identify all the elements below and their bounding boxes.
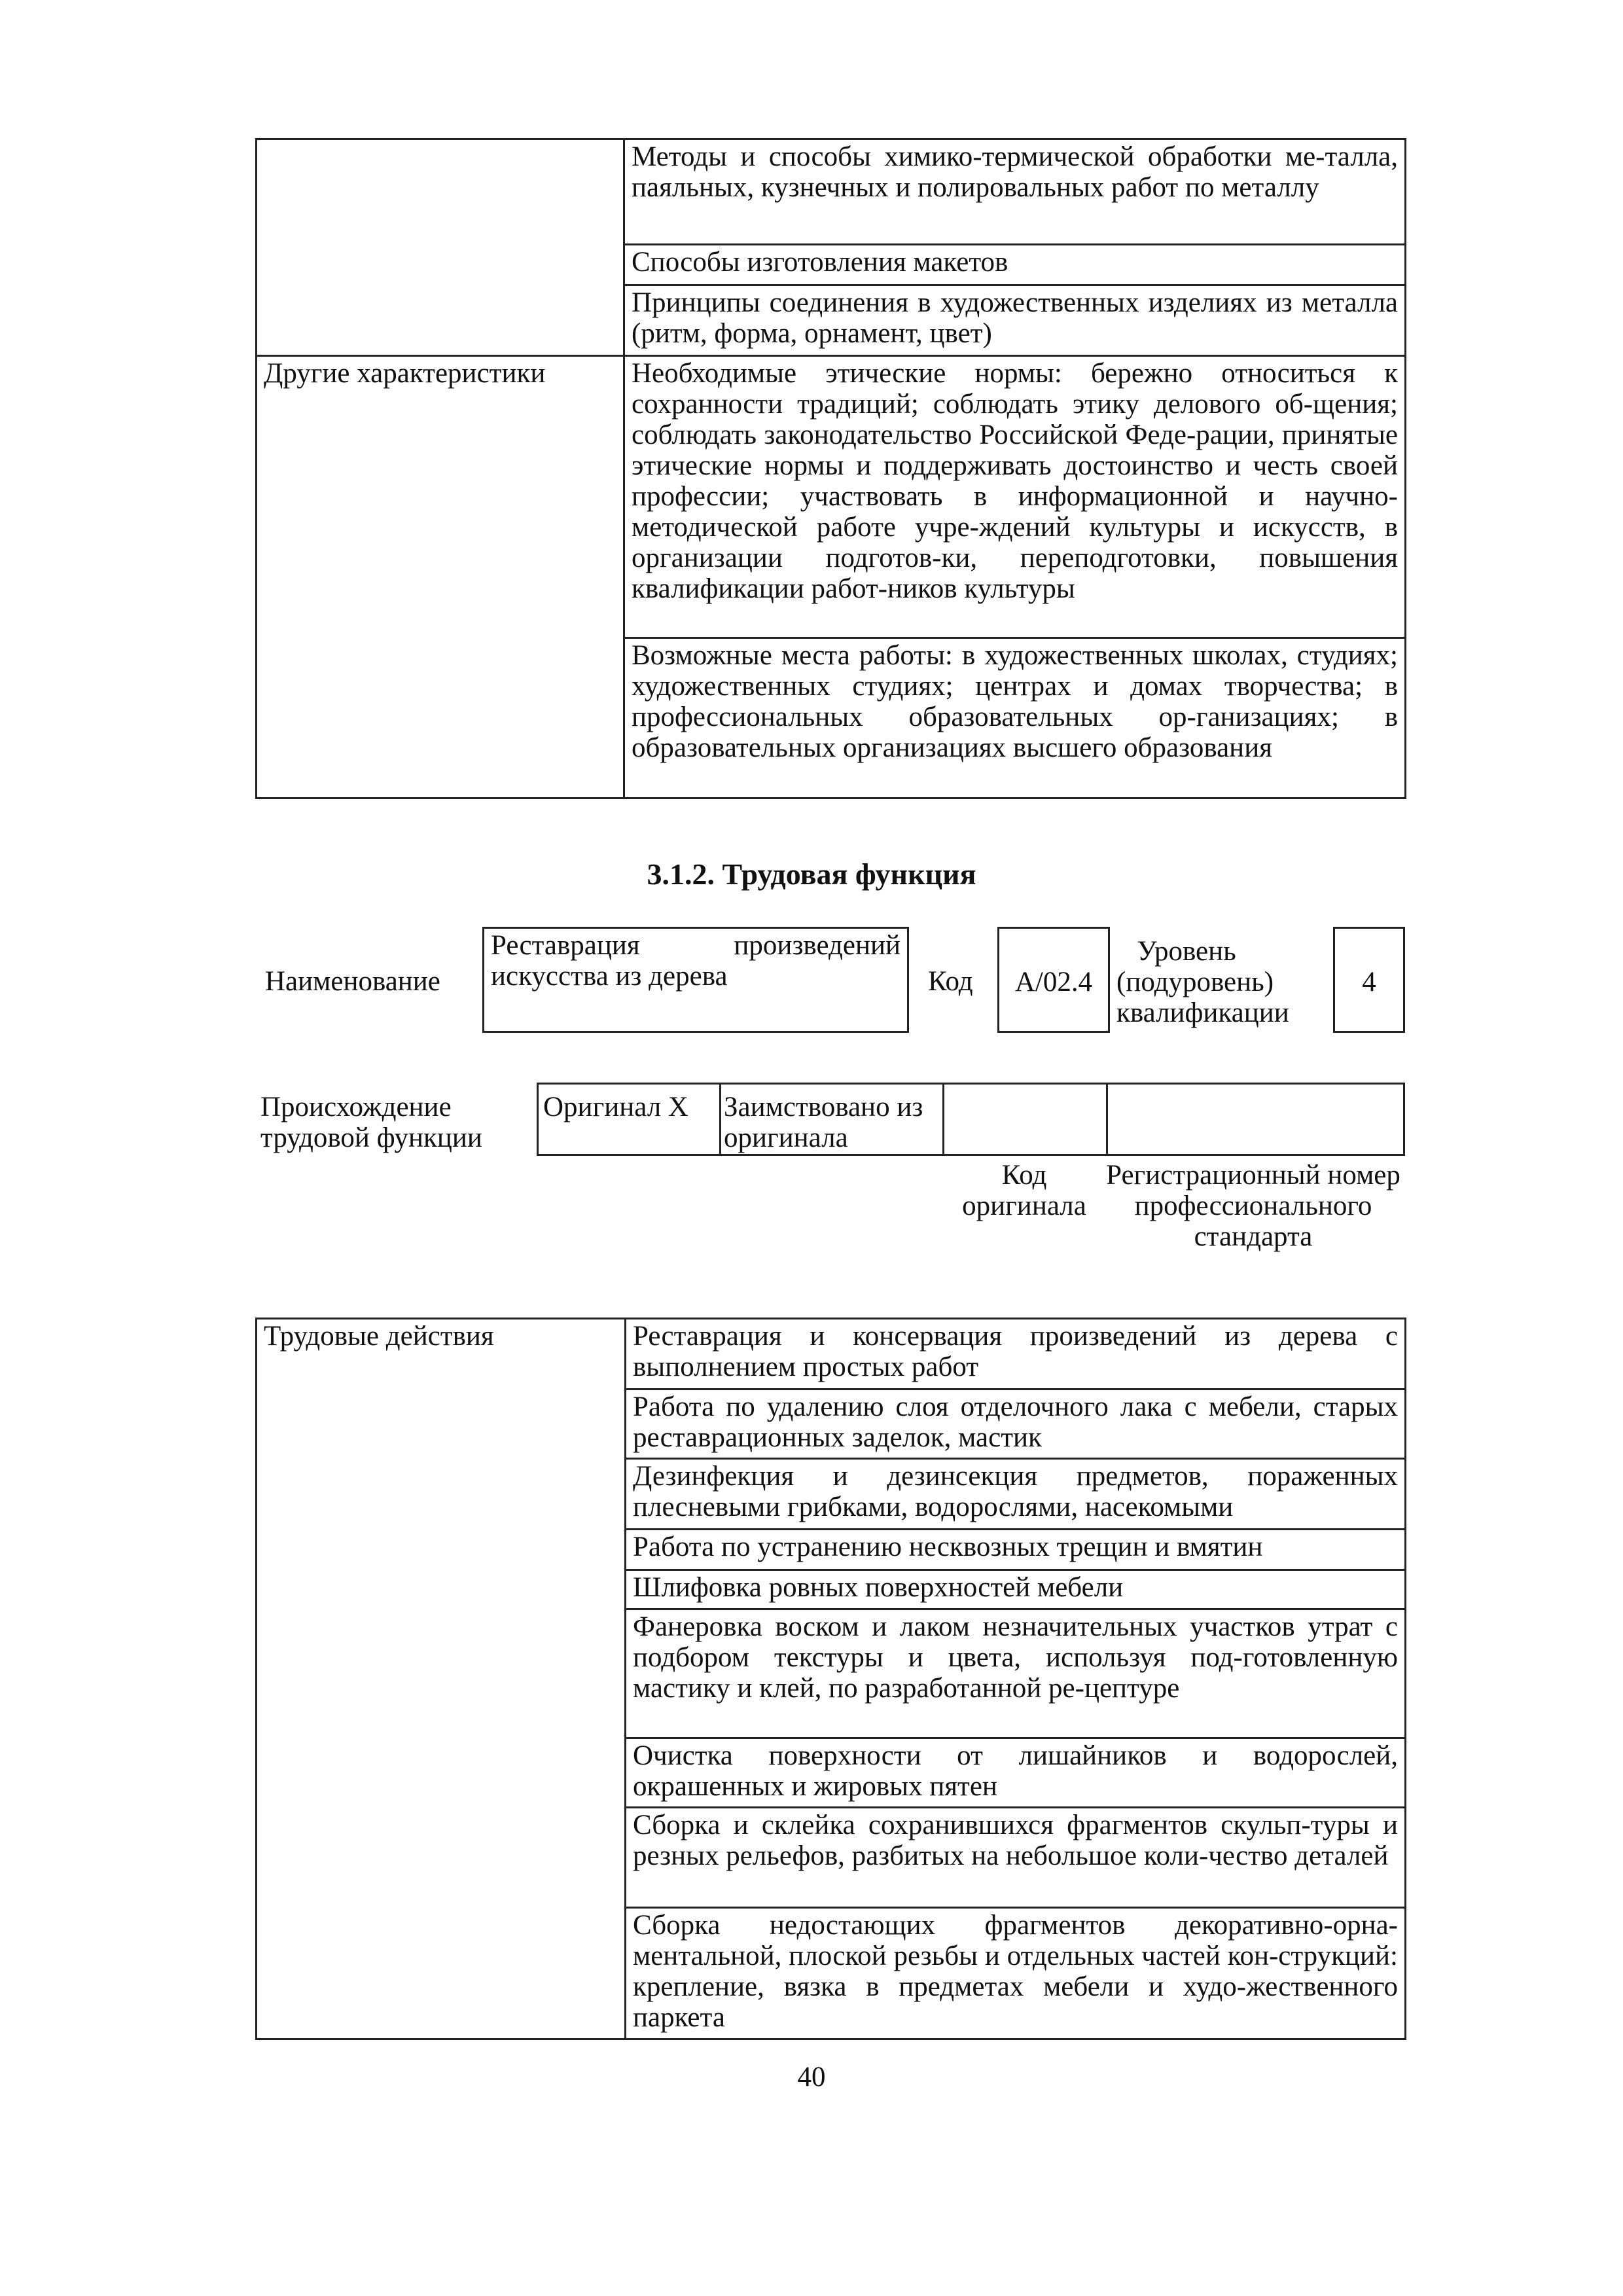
- table-cell: Возможные места работы: в художественных школах, студиях; художественных студиях; центрах и домах творчества; в профессиональных образовательных ор-ганизациях; в образовательных организациях высшего образования: [624, 638, 1406, 798]
- original-code-caption: Код оригинала: [962, 1160, 1086, 1221]
- original-mark: Х: [668, 1092, 688, 1122]
- table-cell: Способы изготовления макетов: [624, 245, 1406, 285]
- table-row: Дезинфекция и дезинсекция предметов, пораженных плесневыми грибками, водорослями, насекомыми: [626, 1459, 1406, 1530]
- table-row: Реставрация и консервация произведений из дерева с выполнением простых работ: [626, 1319, 1406, 1390]
- level-label: Уровень (подуровень) квалификации: [1116, 936, 1289, 1028]
- code-label: Код: [928, 966, 973, 997]
- code-value-box: [997, 927, 1110, 1033]
- table-row: Шлифовка ровных поверхностей мебели: [626, 1570, 1406, 1609]
- table-cell: Принципы соединения в художественных изделиях из металла (ритм, форма, орнамент, цвет): [624, 285, 1406, 356]
- table-row: Сборка недостающих фрагментов декоративно-орна-ментальной, плоской резьбы и отдельных частей кон-струкций: крепление, вязка в предметах мебели и худо-жественного паркета: [626, 1908, 1406, 2039]
- competency-table: [255, 138, 1406, 799]
- table-row: Фанеровка воском и лаком незначительных участков утрат с подбором текстуры и цвета, используя под-готовленную мастику и клей, по разработанной ре-цептуре: [626, 1609, 1406, 1738]
- table-row: Работа по удалению слоя отделочного лака с мебели, старых реставрационных заделок, мастик: [626, 1390, 1406, 1459]
- name-value-box: [482, 927, 909, 1033]
- name-label: Наименование: [265, 966, 440, 997]
- origin-divider: [942, 1083, 944, 1156]
- other-characteristics-label: Другие характеристики: [257, 356, 624, 798]
- table-row: Сборка и склейка сохранившихся фрагментов скульп-туры и резных рельефов, разбитых на небольшое коли-чество деталей: [626, 1808, 1406, 1908]
- table-cell-left: [257, 139, 624, 356]
- origin-label: Происхождение трудовой функции: [260, 1092, 482, 1153]
- labor-actions-label: Трудовые действия: [257, 1319, 626, 2039]
- origin-borrowed: Заимствовано из оригинала: [724, 1092, 923, 1153]
- name-value: Реставрация произведений искусства из дерева: [491, 930, 901, 992]
- page-number: 40: [797, 2062, 826, 2092]
- level-value-box: [1333, 927, 1405, 1033]
- section-title: 3.1.2. Трудовая функция: [647, 857, 976, 891]
- table-row: Работа по устранению несквозных трещин и вмятин: [626, 1530, 1406, 1570]
- level-value: 4: [1362, 967, 1376, 997]
- table-row: Очистка поверхности от лишайников и водорослей, окрашенных и жировых пятен: [626, 1738, 1406, 1808]
- table-cell: Методы и способы химико-термической обработки ме-талла, паяльных, кузнечных и полировальных работ по металлу: [624, 139, 1406, 245]
- origin-original: [543, 1092, 720, 1122]
- registration-number-caption: Регистрационный номер профессионального стандарта: [1106, 1160, 1400, 1252]
- original-label: Оригинал: [543, 1092, 662, 1122]
- table-cell: Необходимые этические нормы: бережно относиться к сохранности традиций; соблюдать этику делового об-щения; соблюдать законодательство Российской Феде-рации, принятые этические нормы и поддерживать достоинство и честь своей профессии; участвовать в информационной и научно-методической работе учре-ждений культуры и искусств, в организации подготов-ки, переподготовки, повышения квалификации работ-ников культуры: [624, 356, 1406, 638]
- labor-actions-table: [255, 1318, 1406, 2040]
- code-value: А/02.4: [1014, 967, 1093, 997]
- origin-divider: [1106, 1083, 1108, 1156]
